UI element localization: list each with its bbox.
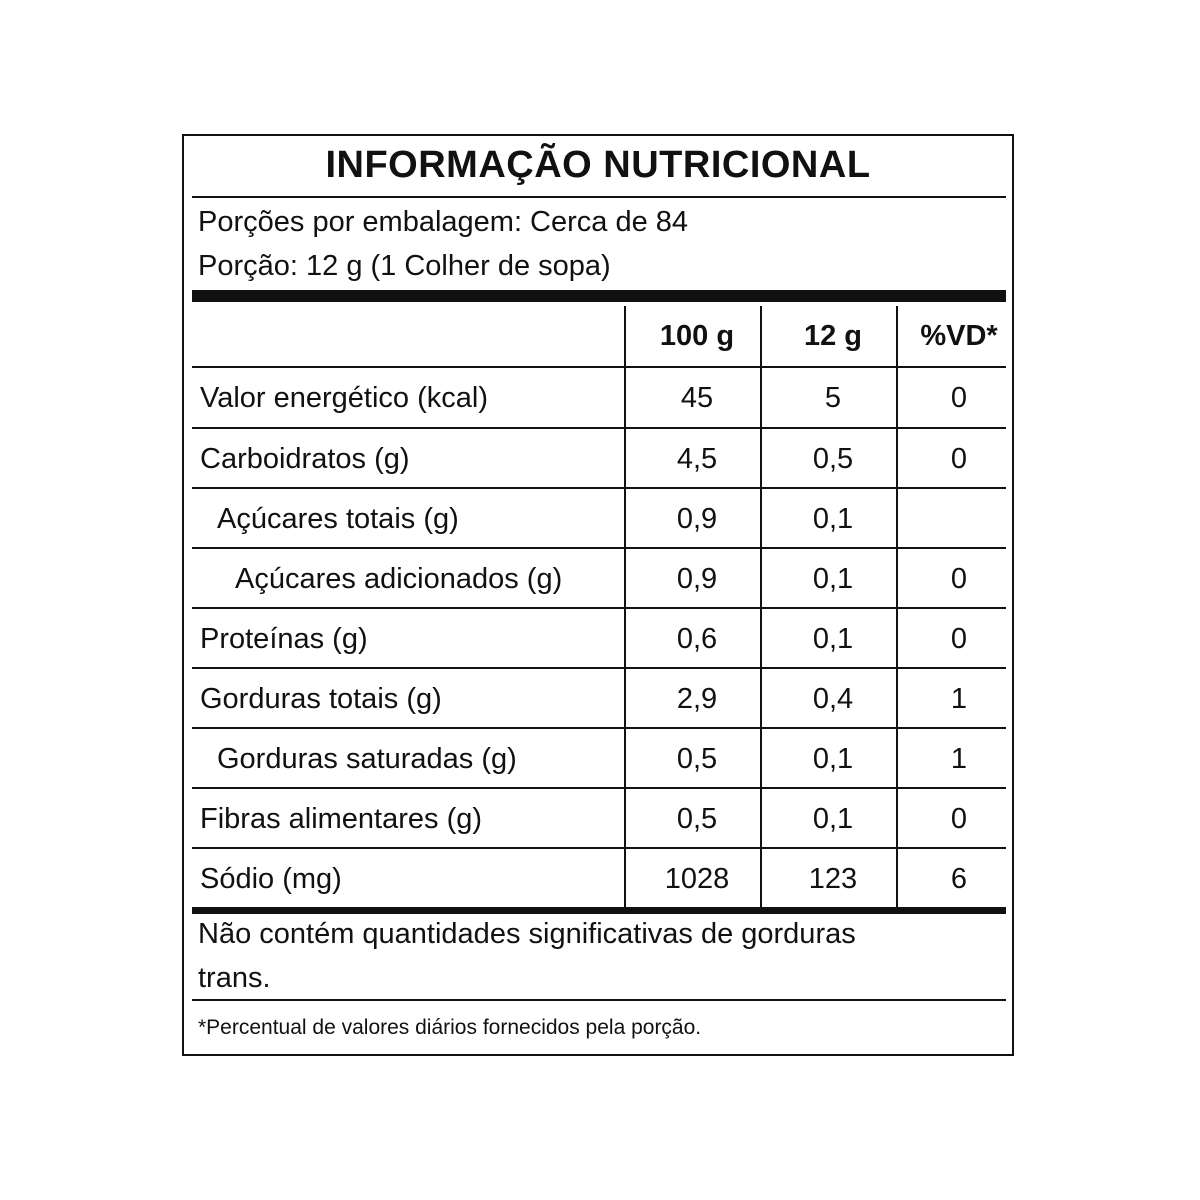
nutrition-facts-label: [182, 134, 1014, 1056]
value-per-100g: 0,5: [676, 803, 718, 835]
value-per-100g: 4,5: [676, 443, 718, 475]
divider: [192, 196, 1006, 198]
value-per-100g: 1028: [664, 863, 730, 895]
value-per-100g: 0,5: [676, 743, 718, 775]
value-dv: 1: [950, 683, 968, 715]
value-dv: 0: [950, 563, 968, 595]
nutrient-name: Sódio (mg): [200, 863, 342, 895]
nutrient-name: Valor energético (kcal): [200, 382, 488, 414]
table-row: [192, 368, 1006, 428]
nutrient-name: Proteínas (g): [200, 623, 368, 655]
label-title: INFORMAÇÃO NUTRICIONAL: [325, 144, 871, 186]
value-dv: 1: [950, 743, 968, 775]
value-dv: 6: [950, 863, 968, 895]
value-per-100g: 0,9: [676, 563, 718, 595]
footnote: *Percentual de valores diários fornecidos pela porção.: [198, 1016, 702, 1039]
value-per-100g: 0,9: [676, 503, 718, 535]
value-per-serving: 0,5: [812, 443, 854, 475]
table-row: [192, 849, 1006, 909]
value-per-serving: 0,1: [812, 563, 854, 595]
trans-fat-note-line2: trans.: [198, 962, 271, 994]
column-header-100g: 100 g: [659, 320, 735, 352]
value-dv: 0: [950, 623, 968, 655]
value-per-100g: 0,6: [676, 623, 718, 655]
table-header-row: [192, 306, 1006, 366]
serving-size: Porção: 12 g (1 Colher de sopa): [198, 250, 611, 282]
nutrient-name: Gorduras saturadas (g): [217, 743, 517, 775]
table-row: [192, 669, 1006, 729]
value-per-serving: 0,1: [812, 743, 854, 775]
column-header-serving: 12 g: [803, 320, 863, 352]
divider: [192, 999, 1006, 1001]
table-row: [192, 789, 1006, 849]
nutrient-name: Fibras alimentares (g): [200, 803, 483, 835]
value-per-100g: 2,9: [676, 683, 718, 715]
nutrient-name: Carboidratos (g): [200, 443, 410, 475]
nutrient-name: Gorduras totais (g): [200, 683, 442, 715]
column-header-dv: %VD*: [920, 320, 998, 352]
value-per-100g: 45: [680, 382, 714, 414]
table-row: [192, 549, 1006, 609]
thick-divider-bottom: [192, 907, 1006, 914]
thick-divider-top: [192, 290, 1006, 302]
value-per-serving: 0,1: [812, 503, 854, 535]
servings-per-package: Porções por embalagem: Cerca de 84: [198, 206, 689, 238]
nutrient-name: Açúcares totais (g): [217, 503, 459, 535]
nutrient-name: Açúcares adicionados (g): [235, 563, 563, 595]
value-dv: 0: [950, 382, 968, 414]
value-per-serving: 0,4: [812, 683, 854, 715]
value-dv: 0: [950, 443, 968, 475]
table-row: [192, 429, 1006, 489]
trans-fat-note-line1: Não contém quantidades significativas de gorduras: [198, 918, 856, 950]
table-row: [192, 489, 1006, 549]
value-per-serving: 0,1: [812, 623, 854, 655]
value-per-serving: 5: [824, 382, 842, 414]
value-dv: 0: [950, 803, 968, 835]
table-row: [192, 609, 1006, 669]
value-per-serving: 0,1: [812, 803, 854, 835]
value-per-serving: 123: [808, 863, 858, 895]
value-dv: [902, 489, 1016, 549]
table-row: [192, 729, 1006, 789]
